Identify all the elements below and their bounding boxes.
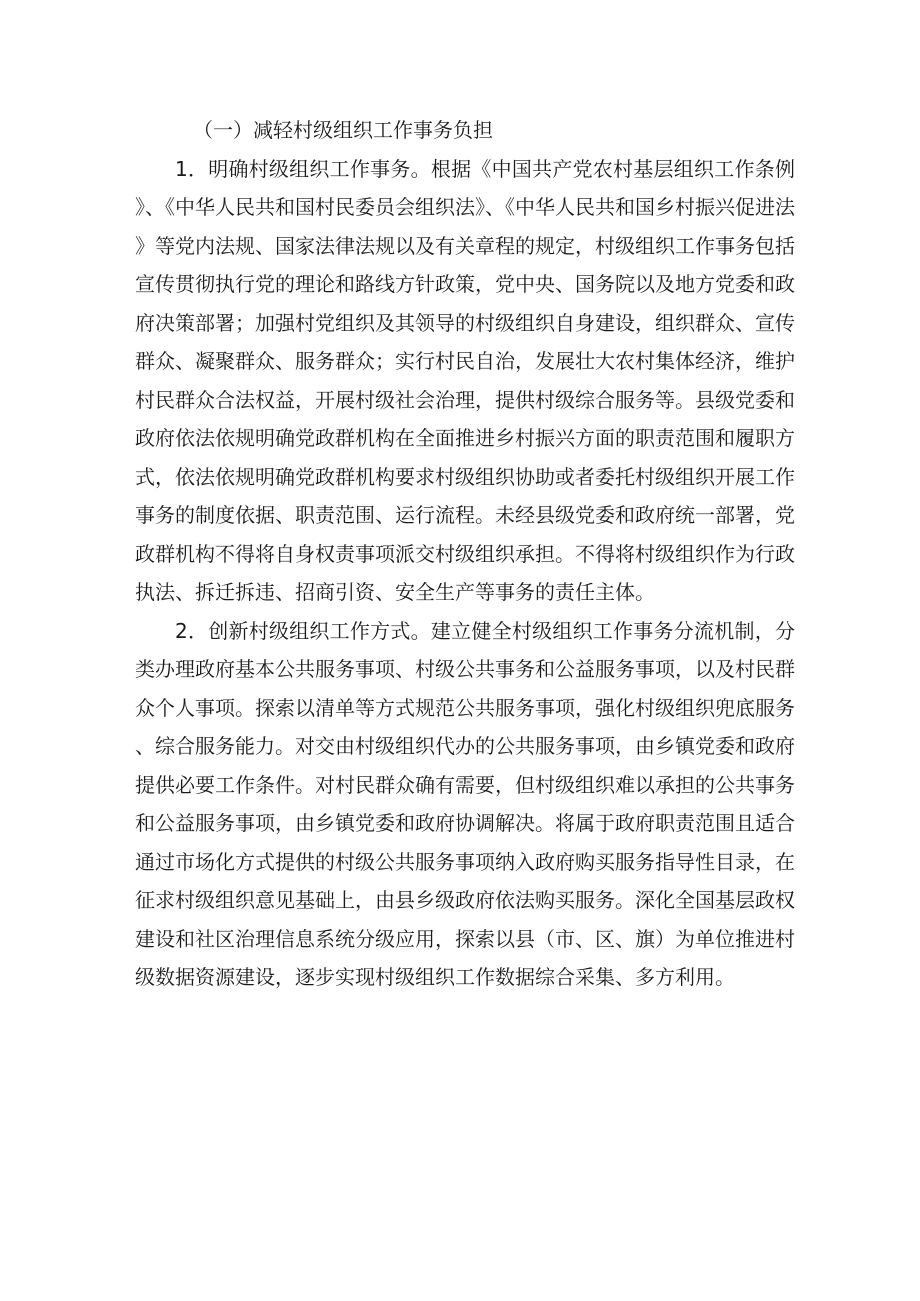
section-heading: （一）减轻村级组织工作事务负担: [193, 118, 493, 142]
document-body: [135, 111, 795, 997]
paragraph-1: 1．明确村级组织工作事务。根据《中国共产党农村基层组织工作条例》、《中华人民共和国村民委员会组织法》、《中华人民共和国乡村振兴促进法》等党内法规、国家法律法规以及有关章程的规定，村级组织工作事务包括宣传贯彻执行党的理论和路线方针政策，党中央、国务院以及地方党委和政府决策部署；加强村党组织及其领导的村级组织自身建设，组织群众、宣传群众、凝聚群众、服务群众；实行村民自治，发展壮大农村集体经济，维护村民群众合法权益，开展村级社会治理，提供村级综合服务等。县级党委和政府依法依规明确党政群机构在全面推进乡村振兴方面的职责范围和履职方式，依法依规明确党政群机构要求村级组织协助或者委托村级组织开展工作事务的制度依据、职责范围、运行流程。未经县级党委和政府统一部署，党政群机构不得将自身权责事项派交村级组织承担。不得将村级组织作为行政执法、拆迁拆违、招商引资、安全生产等事务的责任主体。: [135, 156, 795, 604]
paragraph-2: 2．创新村级组织工作方式。建立健全村级组织工作事务分流机制，分类办理政府基本公共服务事项、村级公共事务和公益服务事项，以及村民群众个人事项。探索以清单等方式规范公共服务事项，强化村级组织兜底服务、综合服务能力。对交由村级组织代办的公共服务事项，由乡镇党委和政府提供必要工作条件。对村民群众确有需要，但村级组织难以承担的公共事务和公益服务事项，由乡镇党委和政府协调解决。将属于政府职责范围且适合通过市场化方式提供的村级公共服务事项纳入政府购买服务指导性目录，在征求村级组织意见基础上，由县乡级政府依法购买服务。深化全国基层政权建设和社区治理信息系统分级应用，探索以县（市、区、旗）为单位推进村级数据资源建设，逐步实现村级组织工作数据综合采集、多方利用。: [135, 618, 795, 989]
